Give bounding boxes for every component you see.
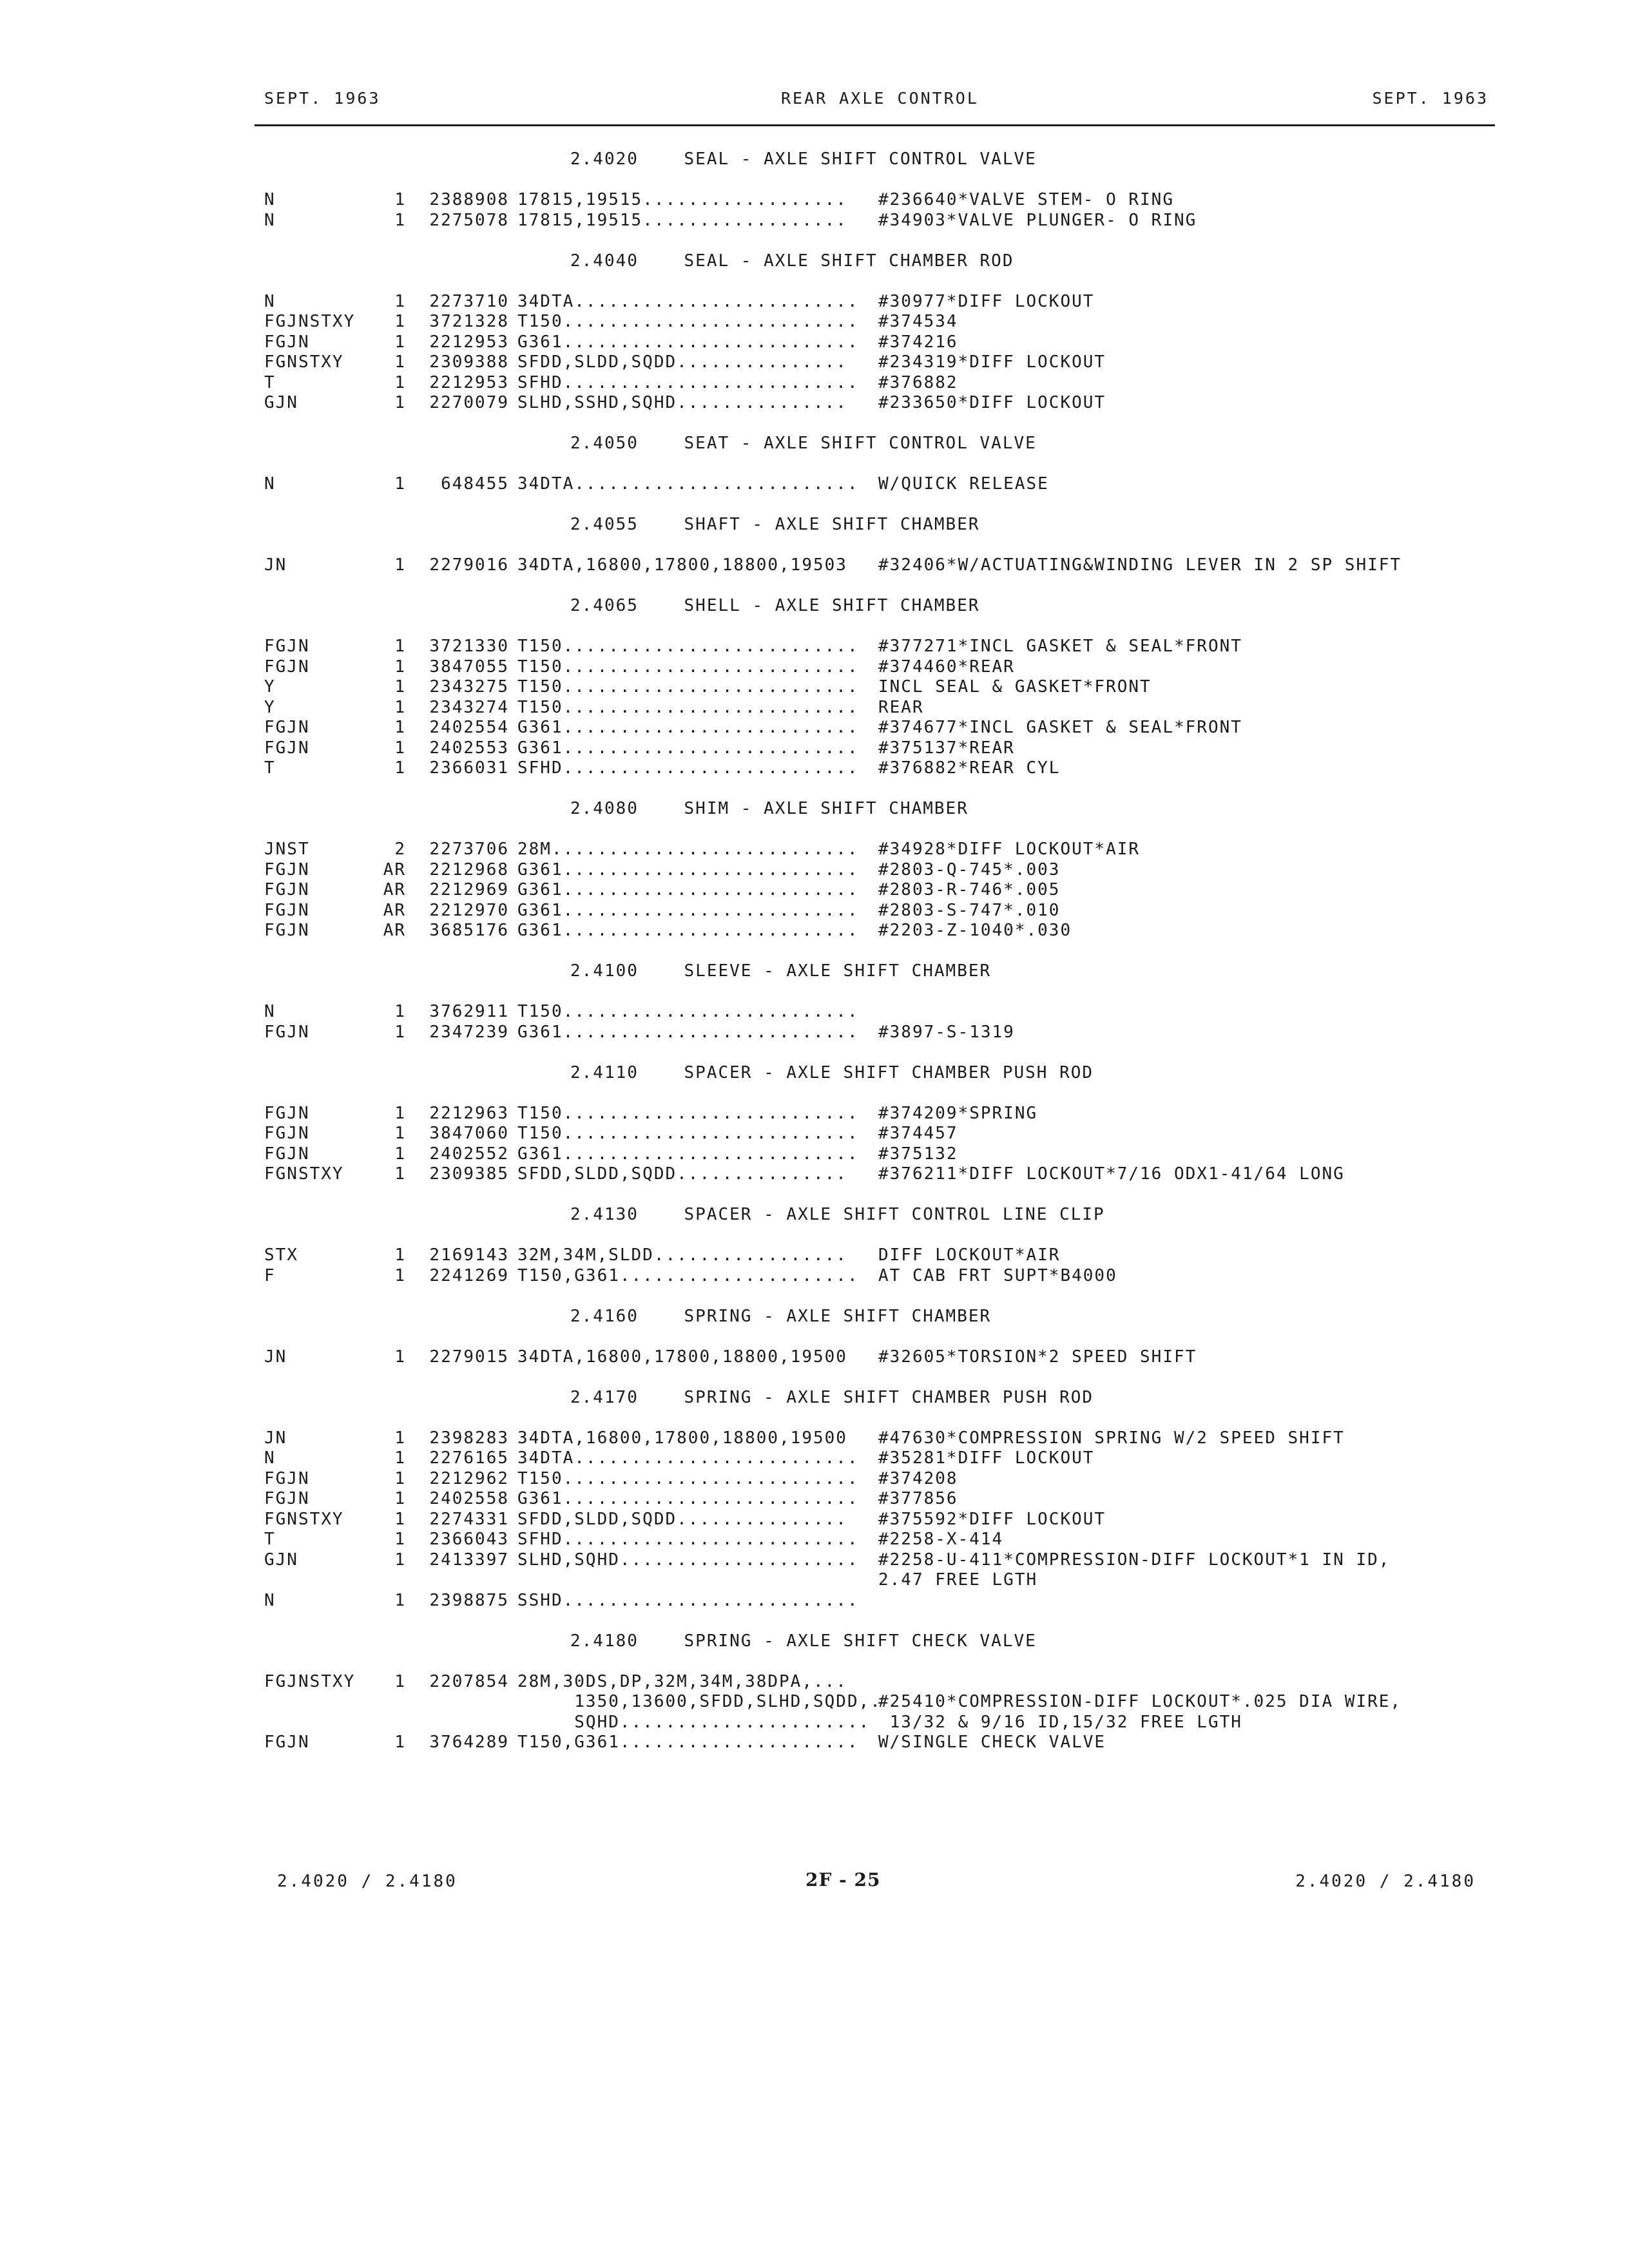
- part-row: [264, 860, 1521, 881]
- quantity: 1: [394, 1509, 406, 1529]
- model-code: T: [264, 372, 276, 392]
- model-code: [264, 1713, 380, 1733]
- description: [878, 1002, 1521, 1023]
- part-number: 2212953: [429, 332, 509, 352]
- part-number: 2279016: [429, 555, 509, 575]
- section-title: 2.4170 SPRING - AXLE SHIFT CHAMBER PUSH ROD: [570, 1387, 1094, 1407]
- parts-section: [264, 1307, 1521, 1368]
- part-number: 2347239: [429, 1022, 509, 1042]
- description: #2803-S-747*.010: [878, 900, 1061, 920]
- quantity: 1: [394, 1103, 406, 1123]
- application: SSHD..........................: [517, 1590, 859, 1610]
- part-row: [264, 312, 1521, 332]
- quantity: 1: [394, 1164, 406, 1184]
- part-number: 2366031: [429, 758, 509, 778]
- model-code: JNST: [264, 840, 310, 859]
- model-code: JN: [264, 1428, 287, 1448]
- part-number: 2273706: [429, 840, 509, 859]
- page-header: [264, 89, 1489, 115]
- part-row: [264, 758, 1521, 779]
- part-row: [264, 921, 1521, 941]
- description: [878, 1672, 1521, 1693]
- quantity: 1: [394, 657, 406, 677]
- quantity: AR: [383, 900, 406, 920]
- part-row: [264, 1713, 1521, 1733]
- part-number: 2212969: [429, 880, 509, 899]
- part-row: [264, 657, 1521, 678]
- section-title: 2.4100 SLEEVE - AXLE SHIFT CHAMBER: [570, 961, 992, 981]
- part-row: [264, 1104, 1521, 1124]
- section-title: 2.4160 SPRING - AXLE SHIFT CHAMBER: [570, 1306, 992, 1326]
- parts-section: [264, 1388, 1521, 1611]
- application: G361..........................: [517, 1022, 859, 1042]
- part-row: [264, 1245, 1521, 1266]
- application: SLHD,SSHD,SQHD...............: [517, 393, 847, 412]
- part-row: [264, 474, 1521, 495]
- header-rule: [255, 124, 1495, 126]
- description: W/SINGLE CHECK VALVE: [878, 1733, 1106, 1752]
- application: SFHD..........................: [517, 758, 859, 778]
- description: AT CAB FRT SUPT*B4000: [878, 1265, 1117, 1285]
- section-title: 2.4050 SEAT - AXLE SHIFT CONTROL VALVE: [570, 434, 1037, 453]
- description: #34903*VALVE PLUNGER- O RING: [878, 210, 1197, 230]
- part-number: 2241269: [429, 1265, 509, 1285]
- quantity: AR: [383, 880, 406, 899]
- model-code: FGJN: [264, 1468, 310, 1488]
- part-row: [264, 1692, 1521, 1713]
- quantity: 1: [394, 1590, 406, 1610]
- quantity: 1: [394, 1671, 406, 1691]
- section-title: 2.4020 SEAL - AXLE SHIFT CONTROL VALVE: [570, 149, 1037, 169]
- page-footer: [277, 1869, 1476, 1898]
- model-code: FGJN: [264, 900, 310, 920]
- model-code: FGJN: [264, 718, 310, 737]
- part-number: 2212962: [429, 1468, 509, 1488]
- description: #32605*TORSION*2 SPEED SHIFT: [878, 1347, 1197, 1367]
- header-date-left: SEPT. 1963: [264, 89, 381, 108]
- section-title: 2.4110 SPACER - AXLE SHIFT CHAMBER PUSH ROD: [570, 1062, 1094, 1082]
- part-row: [264, 393, 1521, 414]
- section-title: 2.4080 SHIM - AXLE SHIFT CHAMBER: [570, 799, 969, 818]
- application: 17815,19515..................: [517, 210, 847, 230]
- description: 2.47 FREE LGTH: [878, 1570, 1038, 1590]
- quantity: 1: [394, 677, 406, 697]
- section-title: 2.4065 SHELL - AXLE SHIFT CHAMBER: [570, 596, 980, 615]
- model-code: N: [264, 291, 276, 311]
- part-number: 2275078: [429, 210, 509, 230]
- model-code: [264, 1570, 380, 1591]
- quantity: 1: [394, 291, 406, 311]
- application: 34DTA.........................: [517, 291, 859, 311]
- part-row: [264, 1672, 1521, 1693]
- application: 17815,19515..................: [517, 190, 847, 209]
- model-code: FGJN: [264, 1103, 310, 1123]
- part-row: [264, 1023, 1521, 1043]
- part-row: [264, 901, 1521, 921]
- quantity: 1: [394, 393, 406, 412]
- quantity: AR: [383, 921, 406, 940]
- application: T150..........................: [517, 637, 859, 656]
- application: T150..........................: [517, 1103, 859, 1123]
- part-number: 2274331: [429, 1509, 509, 1529]
- part-number: 2398283: [429, 1428, 509, 1448]
- description: #25410*COMPRESSION-DIFF LOCKOUT*.025 DIA WIRE,: [878, 1692, 1402, 1711]
- model-code: FGJN: [264, 1733, 310, 1752]
- part-number: 3847055: [429, 657, 509, 677]
- part-row: [264, 1469, 1521, 1490]
- application: T150,G361.....................: [517, 1265, 859, 1285]
- part-row: [264, 718, 1521, 738]
- part-number: 2309388: [429, 352, 509, 372]
- model-code: N: [264, 190, 276, 209]
- quantity: 2: [394, 840, 406, 859]
- quantity: 1: [394, 1733, 406, 1752]
- part-row: [264, 1570, 1521, 1591]
- application: 34DTA,16800,17800,18800,19500: [517, 1347, 847, 1367]
- part-row: [264, 677, 1521, 698]
- quantity: [380, 1692, 406, 1713]
- description: #35281*DIFF LOCKOUT: [878, 1448, 1095, 1468]
- quantity: 1: [394, 1245, 406, 1265]
- model-code: N: [264, 1448, 276, 1468]
- quantity: [380, 1713, 406, 1733]
- description: DIFF LOCKOUT*AIR: [878, 1245, 1061, 1265]
- application: T150..........................: [517, 1468, 859, 1488]
- application: G361..........................: [517, 1144, 859, 1164]
- header-title: REAR AXLE CONTROL: [781, 89, 979, 108]
- model-code: FGJN: [264, 1022, 310, 1042]
- application: SFDD,SLDD,SQDD...............: [517, 352, 847, 372]
- part-row: [264, 211, 1521, 231]
- description: #374534: [878, 312, 958, 331]
- model-code: FGJNSTXY: [264, 1671, 356, 1691]
- application: 34DTA,16800,17800,18800,19500: [517, 1428, 847, 1448]
- model-code: FGJN: [264, 1144, 310, 1164]
- quantity: 1: [394, 372, 406, 392]
- description: #374457: [878, 1124, 958, 1143]
- model-code: FGJN: [264, 657, 310, 677]
- model-code: FGJN: [264, 860, 310, 879]
- description: #377856: [878, 1489, 958, 1508]
- description: #47630*COMPRESSION SPRING W/2 SPEED SHIFT: [878, 1428, 1345, 1448]
- part-number: 3685176: [429, 921, 509, 940]
- quantity: 1: [394, 1550, 406, 1570]
- section-title: 2.4055 SHAFT - AXLE SHIFT CHAMBER: [570, 515, 980, 534]
- part-number: 2366043: [429, 1530, 509, 1549]
- part-row: [264, 1347, 1521, 1368]
- model-code: Y: [264, 677, 276, 697]
- application: T150..........................: [517, 677, 859, 697]
- description: #376211*DIFF LOCKOUT*7/16 ODX1-41/64 LONG: [878, 1164, 1345, 1184]
- part-row: [264, 880, 1521, 901]
- model-code: FGJNSTXY: [264, 312, 356, 331]
- description: #376882: [878, 372, 958, 392]
- model-code: N: [264, 1590, 276, 1610]
- part-number: 2413397: [429, 1550, 509, 1570]
- model-code: FGJN: [264, 332, 310, 352]
- quantity: 1: [394, 738, 406, 758]
- quantity: AR: [383, 860, 406, 879]
- description: #376882*REAR CYL: [878, 758, 1061, 778]
- quantity: 1: [394, 1144, 406, 1164]
- page-number: 2F - 25: [805, 1869, 881, 1890]
- part-number: 2402558: [429, 1489, 509, 1508]
- model-code: FGNSTXY: [264, 1164, 344, 1184]
- parts-section: [264, 1063, 1521, 1185]
- quantity: 1: [394, 1489, 406, 1508]
- description: #2803-Q-745*.003: [878, 860, 1061, 879]
- part-row: [264, 738, 1521, 759]
- application: 1350,13600,SFDD,SLHD,SQDD,.: [517, 1692, 882, 1711]
- model-code: FGJN: [264, 1124, 310, 1143]
- model-code: FGNSTXY: [264, 1509, 344, 1529]
- part-row: [264, 1164, 1521, 1185]
- application: SFDD,SLDD,SQDD...............: [517, 1164, 847, 1184]
- application: 34DTA.........................: [517, 474, 859, 494]
- description: #32406*W/ACTUATING&WINDING LEVER IN 2 SP SHIFT: [878, 555, 1402, 575]
- application: SLHD,SQHD.....................: [517, 1550, 859, 1570]
- parts-listing: [264, 149, 1521, 1773]
- quantity: 1: [394, 190, 406, 209]
- part-number: 2343274: [429, 697, 509, 717]
- model-code: JN: [264, 555, 287, 575]
- part-row: [264, 1002, 1521, 1023]
- application: G361..........................: [517, 880, 859, 899]
- quantity: 1: [394, 697, 406, 717]
- application: 32M,34M,SLDD.................: [517, 1245, 847, 1265]
- model-code: FGJN: [264, 1489, 310, 1508]
- description: #374216: [878, 332, 958, 352]
- part-number: [406, 1713, 509, 1733]
- part-row: [264, 840, 1521, 860]
- part-number: 2398875: [429, 1590, 509, 1610]
- model-code: GJN: [264, 1550, 298, 1570]
- model-code: T: [264, 1530, 276, 1549]
- application: SFDD,SLDD,SQDD...............: [517, 1509, 847, 1529]
- model-code: N: [264, 1002, 276, 1021]
- part-number: 3762911: [429, 1002, 509, 1021]
- parts-section: [264, 434, 1521, 495]
- part-number: 2212970: [429, 900, 509, 920]
- part-row: [264, 352, 1521, 373]
- application: 28M...........................: [517, 840, 859, 859]
- part-number: 2388908: [429, 190, 509, 209]
- part-row: [264, 1489, 1521, 1510]
- description: #34928*DIFF LOCKOUT*AIR: [878, 840, 1141, 859]
- quantity: 1: [394, 1265, 406, 1285]
- application: 28M,30DS,DP,32M,34M,38DPA,...: [517, 1671, 847, 1691]
- quantity: 1: [394, 1468, 406, 1488]
- part-number: 2276165: [429, 1448, 509, 1468]
- section-title: 2.4040 SEAL - AXLE SHIFT CHAMBER ROD: [570, 251, 1014, 271]
- application: T150..........................: [517, 657, 859, 677]
- description: #236640*VALVE STEM- O RING: [878, 190, 1174, 209]
- model-code: FGJN: [264, 637, 310, 656]
- quantity: 1: [394, 1022, 406, 1042]
- application: G361..........................: [517, 900, 859, 920]
- description: #2803-R-746*.005: [878, 880, 1061, 899]
- section-title: 2.4130 SPACER - AXLE SHIFT CONTROL LINE CLIP: [570, 1205, 1105, 1224]
- quantity: 1: [394, 1448, 406, 1468]
- part-number: 648455: [441, 474, 509, 494]
- application: SFHD..........................: [517, 1530, 859, 1549]
- part-number: 2212963: [429, 1103, 509, 1123]
- part-number: 2212953: [429, 372, 509, 392]
- quantity: 1: [394, 352, 406, 372]
- parts-section: [264, 149, 1521, 231]
- description: #30977*DIFF LOCKOUT: [878, 291, 1095, 311]
- part-number: [406, 1570, 509, 1591]
- model-code: T: [264, 758, 276, 778]
- description: #234319*DIFF LOCKOUT: [878, 352, 1106, 372]
- quantity: 1: [394, 474, 406, 494]
- parts-section: [264, 251, 1521, 414]
- application: G361..........................: [517, 738, 859, 758]
- part-number: 3721330: [429, 637, 509, 656]
- quantity: 1: [394, 1428, 406, 1448]
- model-code: F: [264, 1265, 276, 1285]
- part-number: 2212968: [429, 860, 509, 879]
- quantity: 1: [394, 332, 406, 352]
- description: REAR: [878, 697, 924, 717]
- description: 13/32 & 9/16 ID,15/32 FREE LGTH: [878, 1712, 1242, 1732]
- model-code: N: [264, 474, 276, 494]
- part-row: [264, 292, 1521, 312]
- description: #375592*DIFF LOCKOUT: [878, 1509, 1106, 1529]
- application: 34DTA,16800,17800,18800,19503: [517, 555, 847, 575]
- description: #375132: [878, 1144, 958, 1164]
- model-code: N: [264, 210, 276, 230]
- part-number: 2169143: [429, 1245, 509, 1265]
- application: G361..........................: [517, 921, 859, 940]
- part-row: [264, 1510, 1521, 1530]
- description: #374208: [878, 1468, 958, 1488]
- quantity: 1: [394, 1002, 406, 1021]
- parts-section: [264, 515, 1521, 576]
- application: T150..........................: [517, 1002, 859, 1021]
- model-code: STX: [264, 1245, 298, 1265]
- parts-section: [264, 596, 1521, 779]
- parts-section: [264, 961, 1521, 1043]
- part-row: [264, 1733, 1521, 1753]
- application: G361..........................: [517, 860, 859, 879]
- part-row: [264, 555, 1521, 576]
- quantity: 1: [394, 758, 406, 778]
- part-number: 2402552: [429, 1144, 509, 1164]
- application: SFHD..........................: [517, 372, 859, 392]
- part-row: [264, 1550, 1521, 1571]
- part-number: 2343275: [429, 677, 509, 697]
- parts-section: [264, 1205, 1521, 1286]
- application: [509, 1570, 878, 1591]
- part-row: [264, 1144, 1521, 1165]
- description: [878, 1591, 1521, 1611]
- description: #2203-Z-1040*.030: [878, 921, 1072, 940]
- model-code: FGJN: [264, 738, 310, 758]
- part-row: [264, 1124, 1521, 1144]
- part-row: [264, 1591, 1521, 1611]
- application: G361..........................: [517, 332, 859, 352]
- application: 34DTA.........................: [517, 1448, 859, 1468]
- description: #375137*REAR: [878, 738, 1015, 758]
- model-code: FGJN: [264, 921, 310, 940]
- quantity: 1: [394, 312, 406, 331]
- part-row: [264, 1266, 1521, 1287]
- part-row: [264, 1448, 1521, 1469]
- description: #377271*INCL GASKET & SEAL*FRONT: [878, 637, 1242, 656]
- application: G361..........................: [517, 1489, 859, 1508]
- model-code: FGNSTXY: [264, 352, 344, 372]
- application: T150..........................: [517, 1124, 859, 1143]
- part-row: [264, 373, 1521, 394]
- application: G361..........................: [517, 718, 859, 737]
- part-row: [264, 698, 1521, 718]
- section-title: 2.4180 SPRING - AXLE SHIFT CHECK VALVE: [570, 1631, 1037, 1651]
- description: INCL SEAL & GASKET*FRONT: [878, 677, 1152, 697]
- part-number: 3764289: [429, 1733, 509, 1752]
- quantity: 1: [394, 210, 406, 230]
- model-code: Y: [264, 697, 276, 717]
- application: T150..........................: [517, 312, 859, 331]
- part-number: 2402553: [429, 738, 509, 758]
- quantity: 1: [394, 1347, 406, 1367]
- part-row: [264, 1530, 1521, 1550]
- part-number: [406, 1692, 509, 1713]
- model-code: FGJN: [264, 880, 310, 899]
- application: SQHD......................: [517, 1712, 871, 1732]
- part-row: [264, 190, 1521, 211]
- description: #2258-U-411*COMPRESSION-DIFF LOCKOUT*1 IN ID,: [878, 1550, 1391, 1570]
- part-number: 3721328: [429, 312, 509, 331]
- footer-range-right: 2.4020 / 2.4180: [1295, 1872, 1476, 1891]
- part-number: 2207854: [429, 1671, 509, 1691]
- description: #374460*REAR: [878, 657, 1015, 677]
- parts-section: [264, 799, 1521, 941]
- quantity: 1: [394, 1530, 406, 1549]
- part-number: 2402554: [429, 718, 509, 737]
- part-number: 2273710: [429, 291, 509, 311]
- model-code: JN: [264, 1347, 287, 1367]
- part-number: 2279015: [429, 1347, 509, 1367]
- quantity: 1: [394, 637, 406, 656]
- description: #374209*SPRING: [878, 1103, 1038, 1123]
- header-date-right: SEPT. 1963: [1372, 89, 1489, 108]
- description: #233650*DIFF LOCKOUT: [878, 393, 1106, 412]
- part-number: 3847060: [429, 1124, 509, 1143]
- part-number: 2309385: [429, 1164, 509, 1184]
- footer-range-left: 2.4020 / 2.4180: [277, 1872, 458, 1891]
- part-row: [264, 332, 1521, 353]
- part-number: 2270079: [429, 393, 509, 412]
- description: #3897-S-1319: [878, 1022, 1015, 1042]
- parts-section: [264, 1631, 1521, 1753]
- part-row: [264, 1428, 1521, 1449]
- application: T150,G361.....................: [517, 1733, 859, 1752]
- model-code: [264, 1692, 380, 1713]
- quantity: 1: [394, 1124, 406, 1143]
- application: T150..........................: [517, 697, 859, 717]
- description: #2258-X-414: [878, 1530, 1004, 1549]
- quantity: 1: [394, 718, 406, 737]
- quantity: [380, 1570, 406, 1591]
- part-row: [264, 637, 1521, 657]
- description: W/QUICK RELEASE: [878, 474, 1049, 494]
- quantity: 1: [394, 555, 406, 575]
- description: #374677*INCL GASKET & SEAL*FRONT: [878, 718, 1242, 737]
- model-code: GJN: [264, 393, 298, 412]
